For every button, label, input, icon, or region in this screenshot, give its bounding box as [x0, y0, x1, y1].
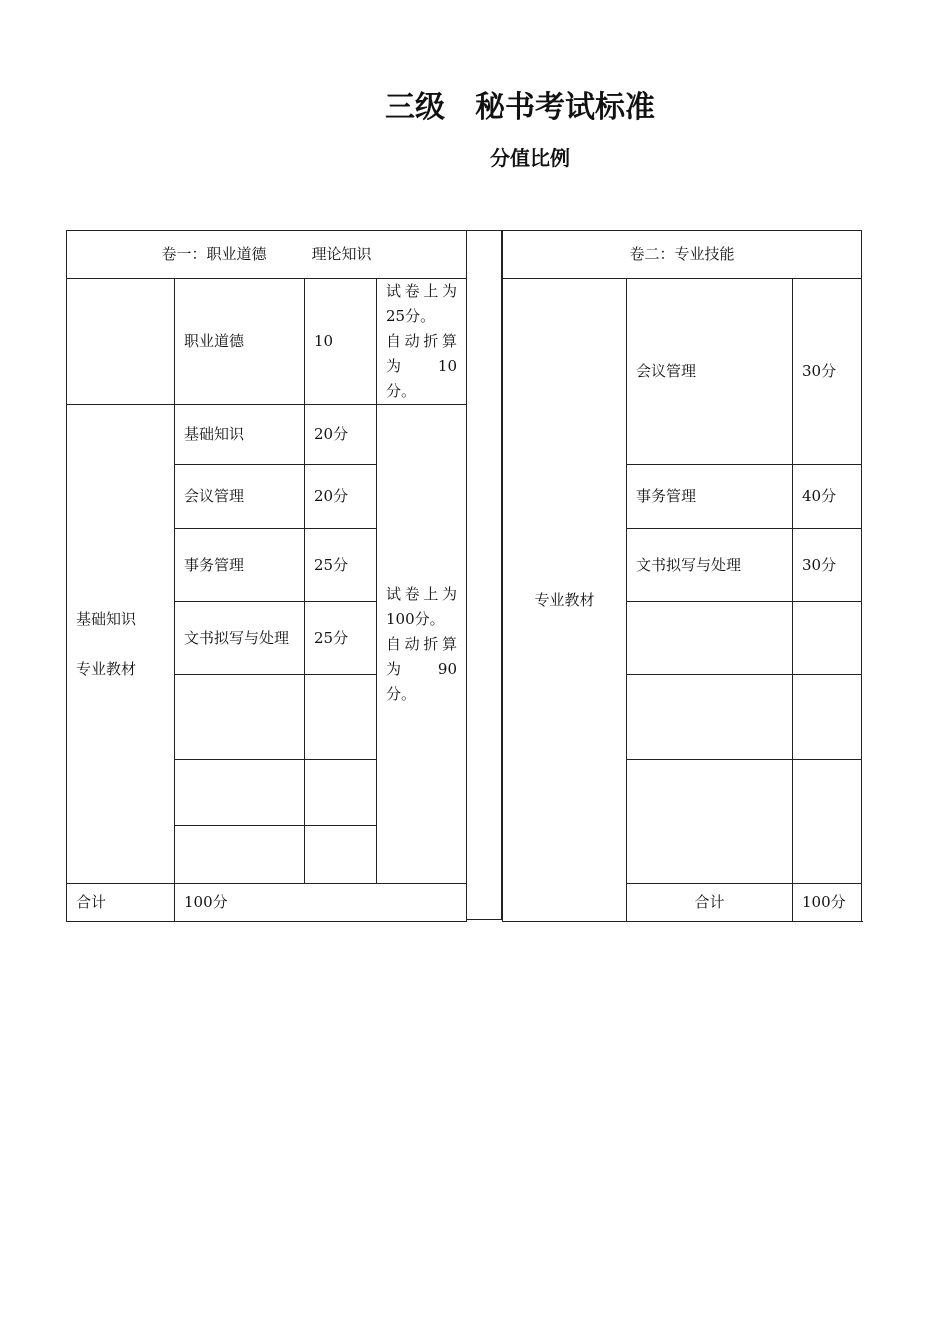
- paper1-ethics-subject: 职业道德: [175, 279, 305, 405]
- paper2-table: [502, 230, 862, 922]
- paper2-header: 卷二：专业技能: [503, 231, 862, 279]
- paper1-table: [66, 230, 467, 922]
- note-line: 分。: [386, 684, 417, 703]
- table-row-score: 25分: [305, 529, 377, 602]
- empty-cell: [793, 602, 862, 675]
- note-line: 自动折算: [386, 634, 458, 653]
- paper2-group: 专业教材: [503, 279, 627, 922]
- subject-text: 文书拟写与处理: [184, 628, 290, 647]
- note-line: 100分。: [386, 609, 445, 628]
- paper1-theory-group: [67, 405, 175, 884]
- table-row-subject: 会议管理: [175, 465, 305, 529]
- table-row-subject: [175, 602, 305, 675]
- paper2-total-label: 合计: [627, 884, 793, 922]
- note-line: 自动折算: [386, 332, 458, 350]
- table-row-score: 20分: [305, 405, 377, 465]
- empty-cell: [305, 760, 377, 826]
- empty-cell: [793, 760, 862, 884]
- empty-cell: [627, 760, 793, 884]
- paper1-ethics-score: 10: [305, 279, 377, 405]
- group-line: 专业教材: [76, 659, 137, 678]
- empty-cell: [627, 675, 793, 760]
- empty-cell: [305, 826, 377, 884]
- note-line: 为 10: [386, 357, 458, 375]
- empty-cell: [175, 826, 305, 884]
- group-line: 基础知识: [76, 609, 137, 628]
- table-row-subject: 事务管理: [175, 529, 305, 602]
- page-subtitle: 分值比例: [490, 146, 570, 170]
- note-line: 25分。: [386, 307, 436, 325]
- table-row-subject: 文书拟写与处理: [627, 529, 793, 602]
- empty-cell: [175, 675, 305, 760]
- note-line: 试卷上为: [386, 584, 458, 603]
- note-line: 分。: [386, 382, 417, 400]
- note-line: 为 90: [386, 659, 458, 678]
- table-row-subject: 基础知识: [175, 405, 305, 465]
- empty-cell: [305, 675, 377, 760]
- paper1-ethics-note: [377, 279, 467, 405]
- table-row-score: 20分: [305, 465, 377, 529]
- empty-cell: [175, 760, 305, 826]
- table-row-score: 40分: [793, 465, 862, 529]
- paper1-total-value: 100分: [175, 884, 467, 922]
- note-line: 试卷上为: [386, 282, 458, 300]
- table-row-subject: 会议管理: [627, 279, 793, 465]
- table-separator: [466, 230, 502, 920]
- paper2-total-value: 100分: [793, 884, 862, 922]
- paper1-header: 卷一：职业道德 理论知识: [67, 231, 467, 279]
- paper1-total-label: 合计: [67, 884, 175, 922]
- table-row-score: 30分: [793, 279, 862, 465]
- empty-cell: [793, 675, 862, 760]
- page-title: 三级 秘书考试标准: [385, 90, 655, 125]
- table-row-score: 25分: [305, 602, 377, 675]
- paper1-ethics-group-cell: [67, 279, 175, 405]
- empty-cell: [627, 602, 793, 675]
- table-row-score: 30分: [793, 529, 862, 602]
- paper1-theory-note: [377, 405, 467, 884]
- table-row-subject: 事务管理: [627, 465, 793, 529]
